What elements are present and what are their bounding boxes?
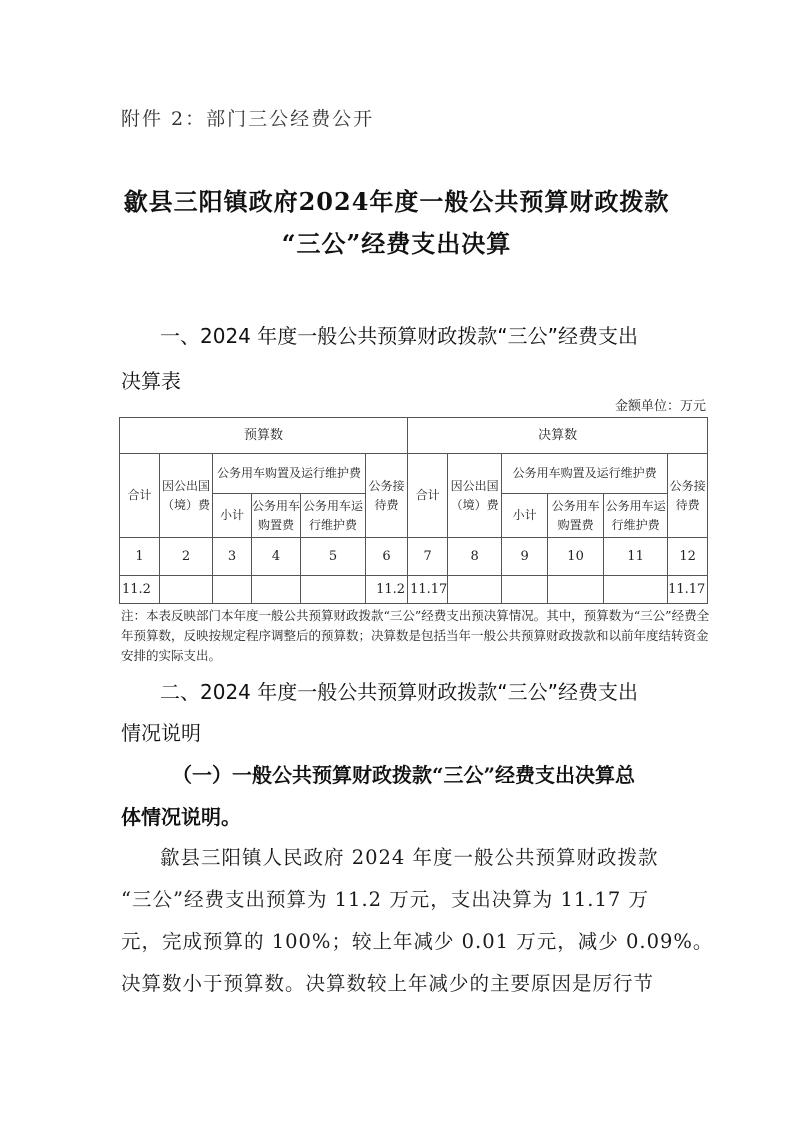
paragraph-line: “三公”经费支出预算为 11.2 万元，支出决算为 11.17 万 [121,888,649,911]
budget-abroad-value [160,576,213,604]
index-cell: 4 [252,538,301,576]
header-budget-abroad: 因公出国（境）费 [160,454,213,538]
header-actual-reception: 公务接待费 [668,454,708,538]
budget-vehicle-operation-value [301,576,366,604]
index-cell: 6 [366,538,408,576]
document-title-line2: “三公”经费支出决算 [281,229,512,258]
index-cell: 8 [448,538,502,576]
budget-reception-value: 11.2 [366,576,408,604]
section1-heading-cont: 决算表 [121,369,181,393]
paragraph-line: 歙县三阳镇人民政府 2024 年度一般公共预算财政拨款 [160,846,659,869]
section2-heading-cont: 情况说明 [121,721,201,745]
header-budget-total: 合计 [120,454,160,538]
index-cell: 12 [668,538,708,576]
index-cell: 5 [301,538,366,576]
index-cell: 3 [213,538,252,576]
document-title-line1: 歙县三阳镇政府2024年度一般公共预算财政拨款 [123,187,670,216]
header-budget-vehicle-operation: 公务用车运行维护费 [301,494,366,538]
index-cell: 9 [502,538,548,576]
section1-heading: 一、2024 年度一般公共预算财政拨款“三公”经费支出 [160,324,638,348]
budget-subtotal-value [213,576,252,604]
header-actual-abroad: 因公出国（境）费 [448,454,502,538]
actual-abroad-value [448,576,502,604]
index-row [120,538,708,576]
header-budget-group: 预算数 [120,418,408,454]
actual-subtotal-value [502,576,548,604]
paragraph-line: 决算数小于预算数。决算数较上年减少的主要原因是厉行节 [121,972,655,995]
data-row [120,576,708,604]
header-actual-vehicle-operation: 公务用车运行维护费 [604,494,668,538]
actual-vehicle-purchase-value [548,576,604,604]
index-cell: 10 [548,538,604,576]
header-budget-vehicle-group: 公务用车购置及运行维护费 [213,454,366,494]
header-budget-vehicle-purchase: 公务用车购置费 [252,494,301,538]
header-budget-reception: 公务接待费 [366,454,408,538]
table-note: 注：本表反映部门本年度一般公共预算财政拨款“三公”经费支出预决算情况。其中，预算数为“三公”经费全年预算数，反映按规定程序调整后的预算数；决算数是包括当年一般公共预算财政拨款和以前年度结转资金安排的实际支出。 [121,608,710,663]
header-actual-group: 决算数 [408,418,708,454]
index-cell: 2 [160,538,213,576]
subsection1-heading-cont: 体情况说明。 [121,805,241,829]
unit-label: 金额单位：万元 [614,399,706,414]
actual-reception-value: 11.17 [668,576,708,604]
index-cell: 11 [604,538,668,576]
budget-total-value: 11.2 [120,576,160,604]
header-actual-vehicle-group: 公务用车购置及运行维护费 [502,454,668,494]
three-public-expenses-table [119,417,708,604]
subsection1-heading: （一）一般公共预算财政拨款“三公”经费支出决算总 [172,763,636,787]
header-budget-subtotal: 小计 [213,494,252,538]
header-actual-subtotal: 小计 [502,494,548,538]
index-cell: 1 [120,538,160,576]
attachment-label: 附件 2：部门三公经费公开 [121,108,375,130]
actual-vehicle-operation-value [604,576,668,604]
section2-heading: 二、2024 年度一般公共预算财政拨款“三公”经费支出 [160,680,638,704]
index-cell: 7 [408,538,448,576]
header-actual-total: 合计 [408,454,448,538]
budget-vehicle-purchase-value [252,576,301,604]
actual-total-value: 11.17 [408,576,448,604]
paragraph-line: 元，完成预算的 100%；较上年减少 0.01 万元，减少 0.09%。 [121,930,714,953]
header-actual-vehicle-purchase: 公务用车购置费 [548,494,604,538]
